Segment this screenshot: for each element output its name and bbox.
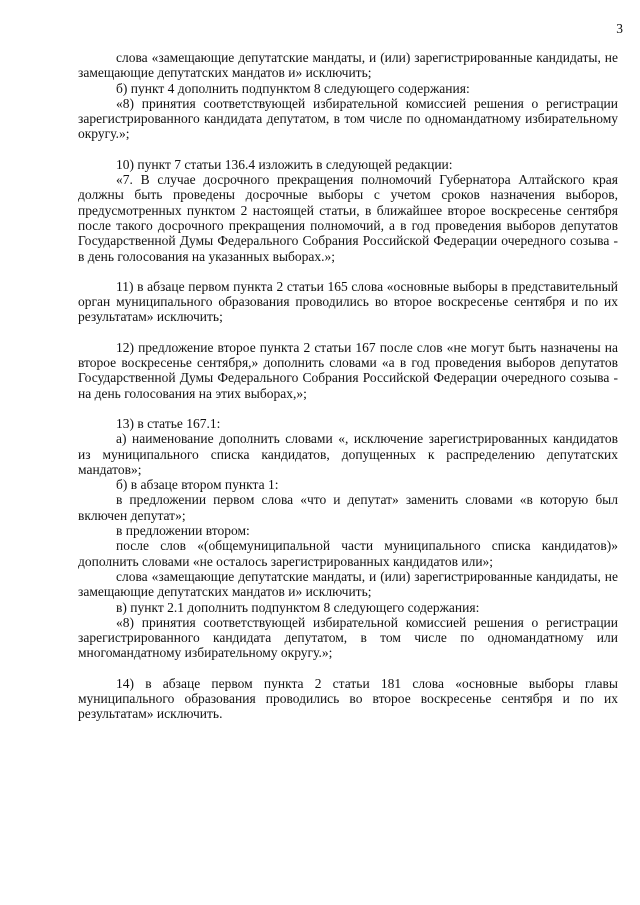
paragraph: 12) предложение второе пункта 2 статьи 167 после слов «не могут быть назначены на второе воскресенье сентября,» дополнить словами «а в год проведения выборов депутатов Государственной Думы Федерального Собрания Российской Федерации очередного созыва - на день голосования на этих выборах,»;	[78, 339, 618, 401]
paragraph: б) пункт 4 дополнить подпунктом 8 следующего содержания:	[116, 80, 470, 96]
paragraph: «8) принятия соответствующей избирательной комиссией решения о регистрации зарегистрированного кандидата депутатом, в том числе по одномандатному избирательному округу.»;	[78, 95, 618, 142]
paragraph: в предложении втором:	[116, 523, 250, 539]
paragraph: после слов «(общемуниципальной части муниципального списка кандидатов)» дополнить словами «не осталось зарегистрированных кандидатов или»;	[78, 538, 618, 569]
paragraph: а) наименование дополнить словами «, исключение зарегистрированных кандидатов из муниципального списка кандидатов, допущенных к распределению депутатских мандатов»;	[78, 431, 618, 477]
paragraph: 11) в абзаце первом пункта 2 статьи 165 слова «основные выборы в представительный орган муниципального образования проводились во второе воскресенье сентября и по их результатам» исключить;	[78, 278, 618, 325]
paragraph: слова «замещающие депутатские мандаты, и (или) зарегистрированные кандидаты, не замещающие депутатских мандатов и» исключить;	[78, 568, 618, 600]
paragraph: 14) в абзаце первом пункта 2 статьи 181 слова «основные выборы главы муниципального образования проводились во второе воскресенье сентября и по их результатам» исключить.	[78, 675, 618, 722]
paragraph: 10) пункт 7 статьи 136.4 изложить в следующей редакции:	[116, 156, 453, 172]
paragraph: в) пункт 2.1 дополнить подпунктом 8 следующего содержания:	[116, 599, 480, 615]
paragraph: «7. В случае досрочного прекращения полномочий Губернатора Алтайского края должны быть проведены досрочные выборы с учетом сроков назначения выборов, предусмотренных пунктом 2 настоящей статьи, в ближайшее второе воскресенье сентября после такого досрочного прекращения полномочий, а в год проведения выборов депутатов Государственной Думы Федерального Собрания Российской Федерации очередного созыва - в день голосования на указанных выборах.»;	[78, 172, 618, 264]
paragraph: «8) принятия соответствующей избирательной комиссией решения о регистрации зарегистрированного кандидата депутатом, в том числе по одномандатному или многомандатному избирательному округу.»;	[78, 614, 618, 661]
paragraph: б) в абзаце втором пункта 1:	[116, 477, 279, 493]
paragraph: 13) в статье 167.1:	[116, 415, 221, 431]
paragraph: слова «замещающие депутатские мандаты, и (или) зарегистрированные кандидаты, не замещающие депутатских мандатов и» исключить;	[78, 50, 618, 81]
document-body	[78, 50, 618, 722]
paragraph: в предложении первом слова «что и депутат» заменить словами «в которую был включен депутат»;	[78, 492, 618, 523]
page-number: 3	[616, 21, 623, 36]
